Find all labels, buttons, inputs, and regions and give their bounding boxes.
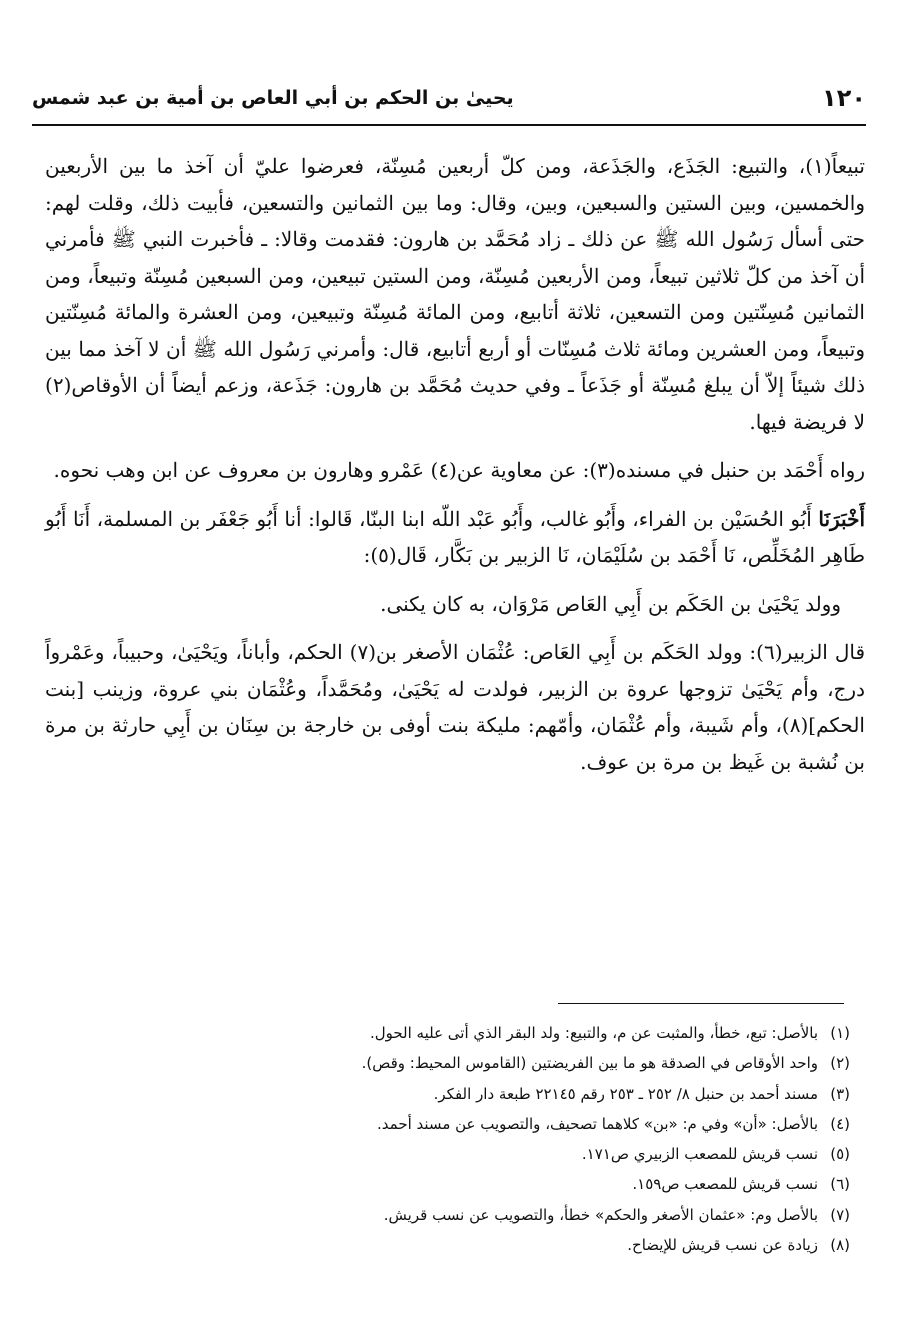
footnote-item [70,1079,850,1109]
paragraph-quote: وولد يَحْيَىٰ بن الحَكَم بن أَبِي العَاص مَرْوَان، به كان يكنى. [380,591,841,616]
paragraph-zubayr: قال الزبير(٦): وولد الحَكَم بن أَبِي العَاص: عُثْمَان الأصغر بن(٧) الحكم، وأباناً، ويَحْيَىٰ، وحبيباً، وعَمْرواً درج، وأم يَحْيَىٰ تزوجها عروة بن الزبير، فولدت له يَحْيَىٰ، ومُحَمَّداً، وعُثْمَان بني عروة، وزينب [بنت الحكم](٨)، وأم شَيبة، وأم عُثْمَان، وأمّهم: مليكة بنت أوفى بن خارجة بن سِنَان بن أَبِي حارثة بن مرة بن نُشبة بن غَيظ بن مرة بن عوف. [45,640,866,774]
running-head: يحيىٰ بن الحكم بن أبي العاص بن أمية بن عبد شمس [32,87,514,109]
footnote-item [70,1018,850,1048]
footnote-text: نسب قريش للمصعب الزبيري ص١٧١. [581,1145,818,1164]
footnote-number: (٦) [830,1175,850,1194]
footnotes-list [70,1018,850,1260]
paragraph-narration-source: رواه أَحْمَد بن حنبل في مسنده(٣): عن معاوية عن(٤) عَمْرو وهارون بن معروف عن ابن وهب نحوه. [53,458,865,482]
footnote-separator [558,1003,844,1004]
footnote-text: واحد الأوقاص في الصدقة هو ما بين الفريضتين (القاموس المحيط: وقص). [361,1054,818,1073]
isnad-chain: أَبُو الحُسَيْن بن الفراء، وأَبُو غالب، وأَبُو عَبْد اللّه ابنا البنّا، قَالوا: أنا أَبُو جَعْفَر بن المسلمة، أَنَا أَبُو طَاهِر المُخَلِّص، نَا أَحْمَد بن سُلَيْمَان، نَا الزبير بن بَكَّار، قَال(٥): [45,506,865,567]
footnote-item [70,1139,850,1169]
footnote-text: بالأصل وم: «عثمان الأصغر والحكم» خطأ، والتصويب عن نسب قريش. [383,1205,818,1224]
paragraph-hadith-text: تبيعاً(١)، والتبيع: الجَذَع، والجَذَعة، ومن كلّ أربعين مُسِنّة، فعرضوا عليّ أن آخذ ما بين الأربعين والخمسين، وبين الستين والسبعين، وبين، وقال: وما بين الثمانين والتسعين، فأبيت ذلك، وقلت لهم: حتى أسأل رَسُول الله ﷺ عن ذلك ـ زاد مُحَمَّد بن هارون: فقدمت وقالا: ـ فأخبرت النبي ﷺ فأمرني أن آخذ من كلّ ثلاثين تبيعاً، ومن الأربعين مُسِنّة، ومن الستين تبيعين، ومن السبعين مُسِنّة وتبيعاً، ومن الثمانين مُسِنّتين ومن التسعين، ثلاثة أتابيع، ومن المائة مُسِنّة وتبيعين، ومن العشرة والمائة مُسِنّتين وتبيعاً، ومن العشرين ومائة ثلاث مُسِنّات أو أربع أتابيع، قال: وأمرني رَسُول الله ﷺ أن لا آخذ مما بين ذلك شيئاً إلاّ أن يبلغ مُسِنّة أو جَذَعاً ـ وفي حديث مُحَمَّد بن هارون: جَذَعة، وزعم أيضاً أن الأوقاص(٢) لا فريضة فيها. [45,154,866,434]
footnote-text: نسب قريش للمصعب ص١٥٩. [632,1175,818,1194]
footnote-text: بالأصل: تبع، خطأ، والمثبت عن م، والتبيع: ولد البقر الذي أتى عليه الحول. [369,1024,818,1042]
footnote-number: (٣) [830,1084,850,1103]
footnote-item [70,1230,850,1260]
footnote-item [70,1200,850,1230]
footnote-text: زيادة عن نسب قريش للإيضاح. [627,1236,818,1255]
page-number: ١٢٠ [822,84,866,112]
page-header [32,82,866,122]
main-text [45,148,865,792]
footnote-number: (٢) [830,1054,850,1073]
footnote-number: (١) [830,1024,850,1042]
footnote-item [70,1169,850,1199]
footnote-text: مسند أحمد بن حنبل ٨/ ٢٥٢ ـ ٢٥٣ رقم ٢٢١٤٥ طبعة دار الفكر. [433,1084,818,1103]
footnote-number: (٨) [830,1236,850,1255]
footnote-number: (٥) [830,1145,850,1164]
header-rule [32,124,866,126]
footnote-number: (٤) [830,1114,850,1133]
footnote-item [70,1109,850,1139]
footnote-number: (٧) [830,1205,850,1224]
footnote-item [70,1048,850,1078]
lead-word-akhbarana: أَخْبَرَنَا [818,506,865,531]
footnote-text: بالأصل: «أن» وفي م: «بن» كلاهما تصحيف، والتصويب عن مسند أحمد. [377,1114,818,1133]
paragraph-isnad [45,501,865,574]
